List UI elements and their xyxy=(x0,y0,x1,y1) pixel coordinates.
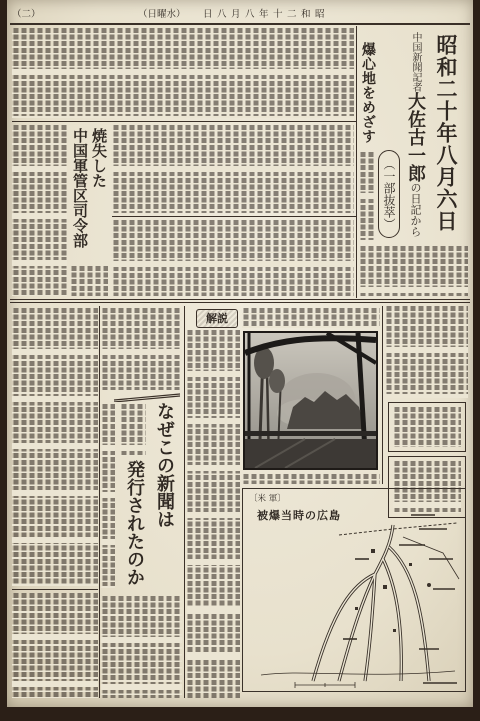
body-text xyxy=(12,125,67,296)
body-text xyxy=(12,593,98,698)
body-text xyxy=(242,308,380,328)
body-text xyxy=(70,266,108,296)
byline-author: 大佐古一郎 xyxy=(405,92,426,182)
note-box xyxy=(388,402,466,452)
body-text xyxy=(186,330,240,698)
headline-ornament xyxy=(112,392,182,402)
headline-hq-line2: 中国軍管区司令部 xyxy=(71,128,89,248)
headline-hq-burned xyxy=(70,128,108,262)
column-rule xyxy=(12,589,98,590)
photo-image xyxy=(245,333,376,468)
headline-ground-zero: 爆心地をめざす xyxy=(360,42,376,144)
note-text xyxy=(393,407,461,447)
body-text xyxy=(112,125,354,213)
byline-prefix: 中国新聞記者 xyxy=(410,32,421,92)
map-credit: 〔米 軍〕 xyxy=(249,494,286,504)
column-rule xyxy=(184,306,185,698)
section-double-rule xyxy=(10,299,470,300)
map-caption: 被爆当時の広島 xyxy=(257,509,341,522)
column-rule xyxy=(356,26,357,298)
body-text xyxy=(12,28,354,118)
headline-why-line2: 発行されたのか xyxy=(124,460,145,586)
body-text xyxy=(112,220,354,296)
main-title-date: 昭和二十年八月六日 xyxy=(434,34,459,232)
column-rule xyxy=(99,306,100,698)
issue-date: 昭和二十年八月八日 xyxy=(203,9,330,20)
excerpt-note: （一部抜萃） xyxy=(378,150,400,238)
photo-caption-text xyxy=(242,474,380,484)
byline xyxy=(402,32,428,242)
ruins-photograph xyxy=(243,331,378,470)
body-text xyxy=(101,308,182,390)
column-rule xyxy=(112,216,356,217)
header-rule xyxy=(10,23,470,25)
column-rule xyxy=(12,121,356,122)
issue-weekday: （水曜日） xyxy=(138,9,186,20)
body-text xyxy=(359,152,375,240)
body-text xyxy=(385,306,468,398)
commentary-label: 解説 xyxy=(196,309,238,328)
body-text xyxy=(101,596,182,698)
column-rule xyxy=(382,306,383,484)
body-text xyxy=(101,404,115,588)
body-text xyxy=(359,246,468,296)
body-text xyxy=(12,308,98,586)
headline-hq-line1: 焼失した xyxy=(90,128,108,188)
headline-why-line1: なぜこの新聞は xyxy=(154,402,175,528)
body-text xyxy=(120,404,146,456)
hiroshima-map xyxy=(242,488,466,692)
page-number: （二） xyxy=(12,9,41,20)
section-double-rule xyxy=(10,302,470,303)
byline-suffix: の日記から xyxy=(409,182,422,237)
